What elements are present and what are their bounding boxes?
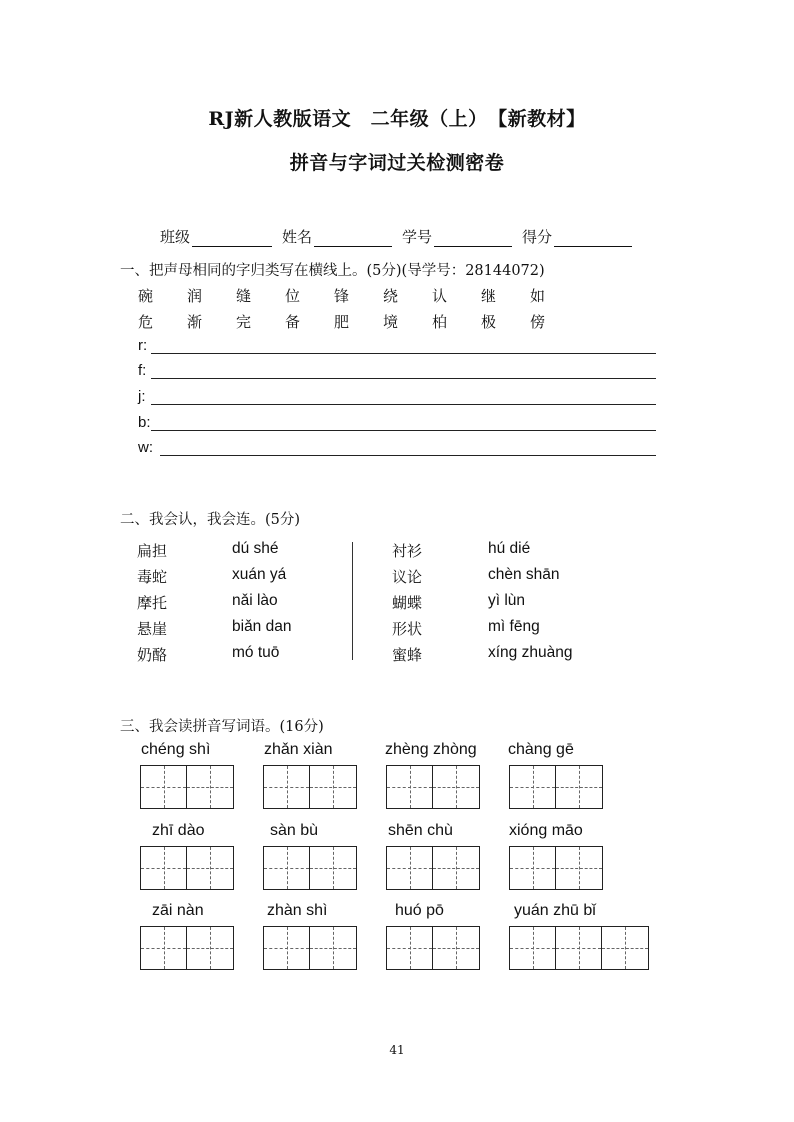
answer-line-j[interactable]	[138, 387, 656, 407]
class-label: 班级	[160, 228, 191, 246]
pinyin-prompt: chàng gē	[508, 741, 574, 758]
pinyin-prompt: xióng māo	[509, 822, 583, 839]
char: 绕	[383, 287, 399, 305]
char: 备	[285, 313, 301, 331]
number-label: 学号	[402, 228, 433, 246]
tianzige-cell[interactable]	[433, 847, 479, 889]
tianzige-cell[interactable]	[264, 766, 310, 808]
match-pinyin-left-2[interactable]: xuán yá	[232, 566, 287, 583]
pinyin-prompt: zāi nàn	[152, 902, 204, 919]
initial-label: r:	[138, 337, 148, 354]
match-pinyin-left-4[interactable]: biǎn dan	[232, 618, 292, 635]
char: 锋	[334, 287, 350, 305]
class-field[interactable]	[192, 230, 272, 247]
match-word-right-4[interactable]: 形状	[392, 620, 423, 638]
tianzige-cell[interactable]	[310, 766, 356, 808]
tianzige-cell[interactable]	[187, 766, 233, 808]
answer-rule	[151, 404, 656, 405]
writing-grid[interactable]	[263, 926, 357, 970]
match-word-right-1[interactable]: 衬衫	[392, 542, 423, 560]
tianzige-cell[interactable]	[187, 927, 233, 969]
tianzige-cell[interactable]	[510, 766, 556, 808]
tianzige-cell[interactable]	[310, 927, 356, 969]
tianzige-cell[interactable]	[556, 766, 602, 808]
section1-char-row-1	[138, 285, 579, 306]
match-word-right-2[interactable]: 议论	[392, 568, 423, 586]
match-word-left-5[interactable]: 奶酪	[137, 646, 168, 664]
score-field[interactable]	[554, 230, 632, 247]
tianzige-cell[interactable]	[387, 766, 433, 808]
section1-heading: 一、把声母相同的字归类写在横线上。(5分)(导学号：28144072)	[120, 263, 545, 279]
match-pinyin-right-1[interactable]: hú dié	[488, 540, 531, 557]
char: 认	[432, 287, 448, 305]
tianzige-cell[interactable]	[556, 847, 602, 889]
char: 境	[383, 313, 399, 331]
number-field[interactable]	[434, 230, 512, 247]
char: 位	[285, 287, 301, 305]
char: 渐	[187, 313, 203, 331]
pinyin-prompt: zhī dào	[152, 822, 205, 839]
writing-grid[interactable]	[386, 846, 480, 890]
initial-label: j:	[138, 388, 146, 405]
answer-line-w[interactable]	[138, 438, 656, 458]
match-pinyin-right-4[interactable]: mì fēng	[488, 618, 540, 635]
name-label: 姓名	[282, 228, 313, 246]
tianzige-cell[interactable]	[264, 847, 310, 889]
match-pinyin-right-2[interactable]: chèn shān	[488, 566, 560, 583]
tianzige-cell[interactable]	[141, 766, 187, 808]
writing-grid[interactable]	[509, 926, 649, 970]
char: 危	[138, 313, 154, 331]
tianzige-cell[interactable]	[510, 847, 556, 889]
writing-grid[interactable]	[509, 846, 603, 890]
match-word-left-2[interactable]: 毒蛇	[137, 568, 168, 586]
section3-heading: 三、我会读拼音写词语。(16分)	[120, 719, 324, 735]
tianzige-cell[interactable]	[141, 847, 187, 889]
match-pinyin-left-3[interactable]: nǎi lào	[232, 592, 278, 609]
match-word-left-1[interactable]: 扁担	[137, 542, 168, 560]
char: 继	[481, 287, 497, 305]
pinyin-prompt: zhǎn xiàn	[264, 741, 333, 758]
char: 缝	[236, 287, 252, 305]
pinyin-prompt: chéng shì	[141, 741, 211, 758]
page-number: 41	[389, 1043, 405, 1057]
initial-label: w:	[138, 439, 153, 456]
worksheet-title: RJ新人教版语文 二年级（上） 【新教材】	[208, 108, 586, 130]
answer-line-f[interactable]	[138, 361, 656, 381]
match-word-left-3[interactable]: 摩托	[137, 594, 168, 612]
char: 肥	[334, 313, 350, 331]
pinyin-prompt: shēn chù	[388, 822, 453, 839]
pinyin-prompt: zhèng zhòng	[385, 741, 477, 758]
score-label: 得分	[522, 228, 553, 246]
tianzige-cell[interactable]	[141, 927, 187, 969]
writing-grid[interactable]	[263, 846, 357, 890]
pinyin-prompt: yuán zhū bǐ	[514, 902, 596, 919]
tianzige-cell[interactable]	[187, 847, 233, 889]
answer-rule	[160, 455, 656, 456]
char: 碗	[138, 287, 154, 305]
student-info-row	[160, 226, 642, 247]
name-field[interactable]	[314, 230, 392, 247]
worksheet-subtitle: 拼音与字词过关检测密卷	[289, 152, 505, 174]
column-divider	[352, 542, 353, 660]
match-pinyin-left-5[interactable]: mó tuō	[232, 644, 280, 661]
writing-grid[interactable]	[386, 926, 480, 970]
tianzige-cell[interactable]	[556, 927, 602, 969]
answer-line-b[interactable]	[138, 413, 656, 433]
answer-rule	[151, 353, 656, 354]
char: 傍	[530, 313, 546, 331]
tianzige-cell[interactable]	[510, 927, 556, 969]
answer-rule	[151, 430, 656, 431]
tianzige-cell[interactable]	[433, 766, 479, 808]
tianzige-cell[interactable]	[387, 927, 433, 969]
writing-grid[interactable]	[140, 765, 234, 809]
char: 极	[481, 313, 497, 331]
char: 如	[530, 287, 546, 305]
match-word-left-4[interactable]: 悬崖	[137, 620, 168, 638]
section2-heading: 二、我会认，我会连。(5分)	[120, 512, 301, 528]
pinyin-prompt: sàn bù	[270, 822, 319, 839]
writing-grid[interactable]	[263, 765, 357, 809]
pinyin-prompt: zhàn shì	[267, 902, 328, 919]
match-pinyin-right-3[interactable]: yì lùn	[488, 592, 526, 609]
writing-grid[interactable]	[140, 846, 234, 890]
initial-label: f:	[138, 362, 147, 379]
tianzige-cell[interactable]	[264, 927, 310, 969]
char: 润	[187, 287, 203, 305]
writing-grid[interactable]	[386, 765, 480, 809]
answer-rule	[151, 378, 656, 379]
tianzige-cell[interactable]	[602, 927, 648, 969]
match-pinyin-right-5[interactable]: xíng zhuàng	[488, 644, 573, 661]
char: 完	[236, 313, 252, 331]
initial-label: b:	[138, 414, 151, 431]
section1-char-row-2	[138, 311, 579, 332]
match-word-right-5[interactable]: 蜜蜂	[392, 646, 423, 664]
match-word-right-3[interactable]: 蝴蝶	[392, 594, 423, 612]
tianzige-cell[interactable]	[310, 847, 356, 889]
match-pinyin-left-1[interactable]: dú shé	[232, 540, 279, 557]
tianzige-cell[interactable]	[387, 847, 433, 889]
writing-grid[interactable]	[140, 926, 234, 970]
writing-grid[interactable]	[509, 765, 603, 809]
answer-line-r[interactable]	[138, 336, 656, 356]
tianzige-cell[interactable]	[433, 927, 479, 969]
char: 柏	[432, 313, 448, 331]
pinyin-prompt: huó pō	[395, 902, 444, 919]
